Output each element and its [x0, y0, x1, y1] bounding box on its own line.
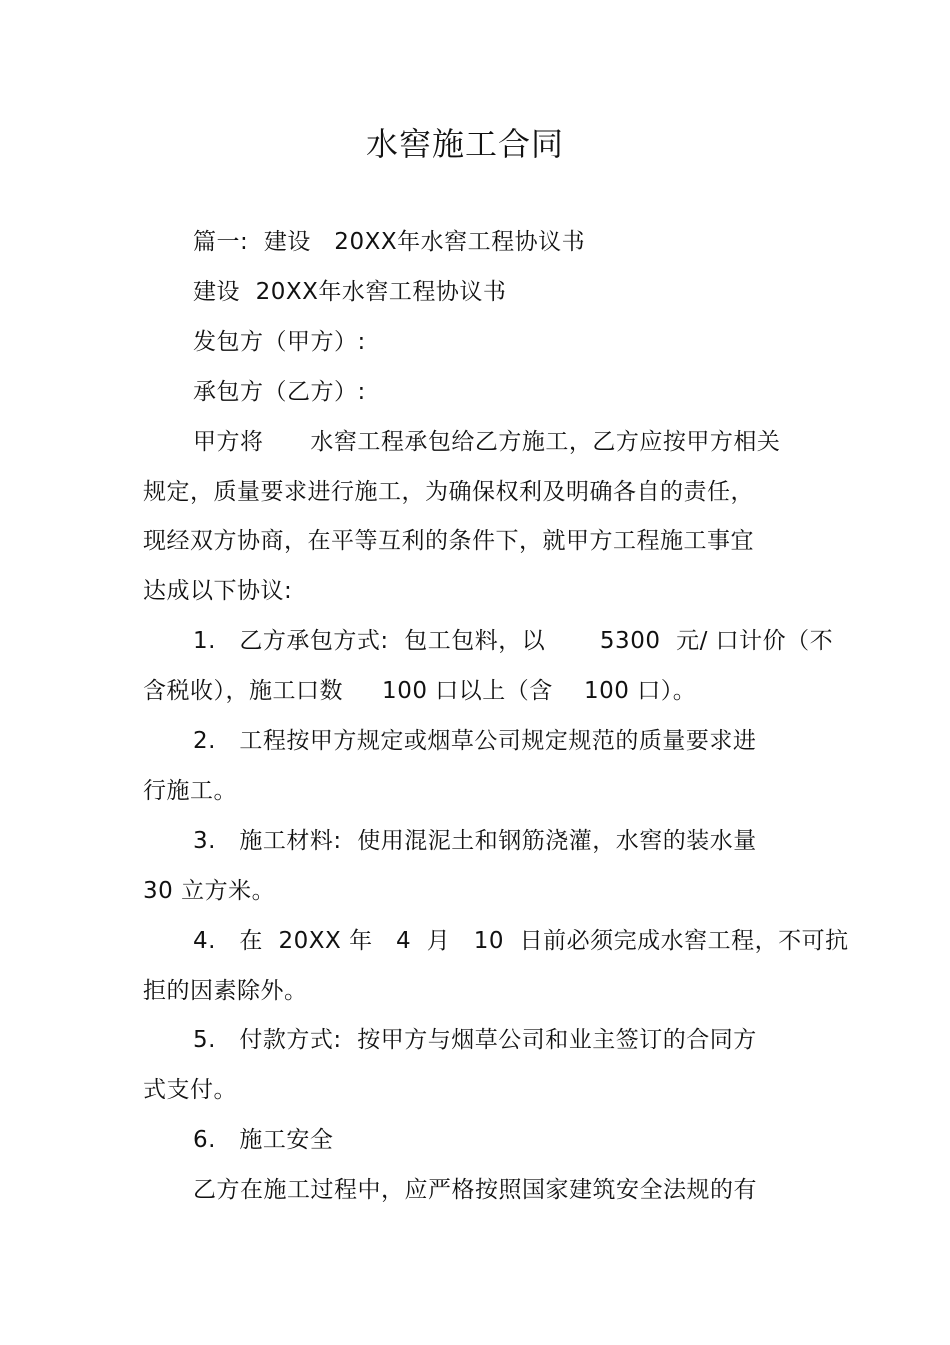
party-b-line: 承包方（乙方）:	[193, 379, 366, 405]
clause-line: 1. 乙方承包方式: 包工包料，以 5300 元/ 口计价（不	[193, 628, 834, 654]
clause-line: 3. 施工材料: 使用混泥土和钢筋浇灌，水窖的装水量	[193, 828, 757, 854]
paragraph-line: 现经双方协商，在平等互利的条件下，就甲方工程施工事宜	[143, 528, 754, 554]
paragraph-line: 规定，质量要求进行施工，为确保权利及明确各自的责任，	[143, 479, 754, 505]
clause-line: 30 立方米。	[143, 878, 276, 904]
paragraph-line: 甲方将 水窖工程承包给乙方施工，乙方应按甲方相关	[193, 429, 781, 455]
heading-article-one: 篇一: 建设 20XX年水窖工程协议书	[193, 229, 586, 255]
clause-line: 5. 付款方式: 按甲方与烟草公司和业主签订的合同方	[193, 1027, 757, 1053]
clause-line: 4. 在 20XX 年 4 月 10 日前必须完成水窖工程，不可抗	[193, 928, 849, 954]
clause-line: 乙方在施工过程中，应严格按照国家建筑安全法规的有	[193, 1177, 757, 1203]
clause-line: 行施工。	[143, 778, 237, 804]
clause-line: 式支付。	[143, 1077, 237, 1103]
party-a-line: 发包方（甲方）:	[193, 329, 366, 355]
clause-line: 拒的因素除外。	[143, 978, 308, 1004]
clause-line: 2. 工程按甲方规定或烟草公司规定规范的质量要求进	[193, 728, 757, 754]
clause-line: 6. 施工安全	[193, 1127, 334, 1153]
document-title: 水窖施工合同	[365, 125, 564, 163]
clause-line: 含税收），施工口数 100 口以上（含 100 口）。	[143, 678, 697, 704]
paragraph-line: 达成以下协议:	[143, 578, 293, 604]
subheading: 建设 20XX年水窖工程协议书	[193, 279, 507, 305]
